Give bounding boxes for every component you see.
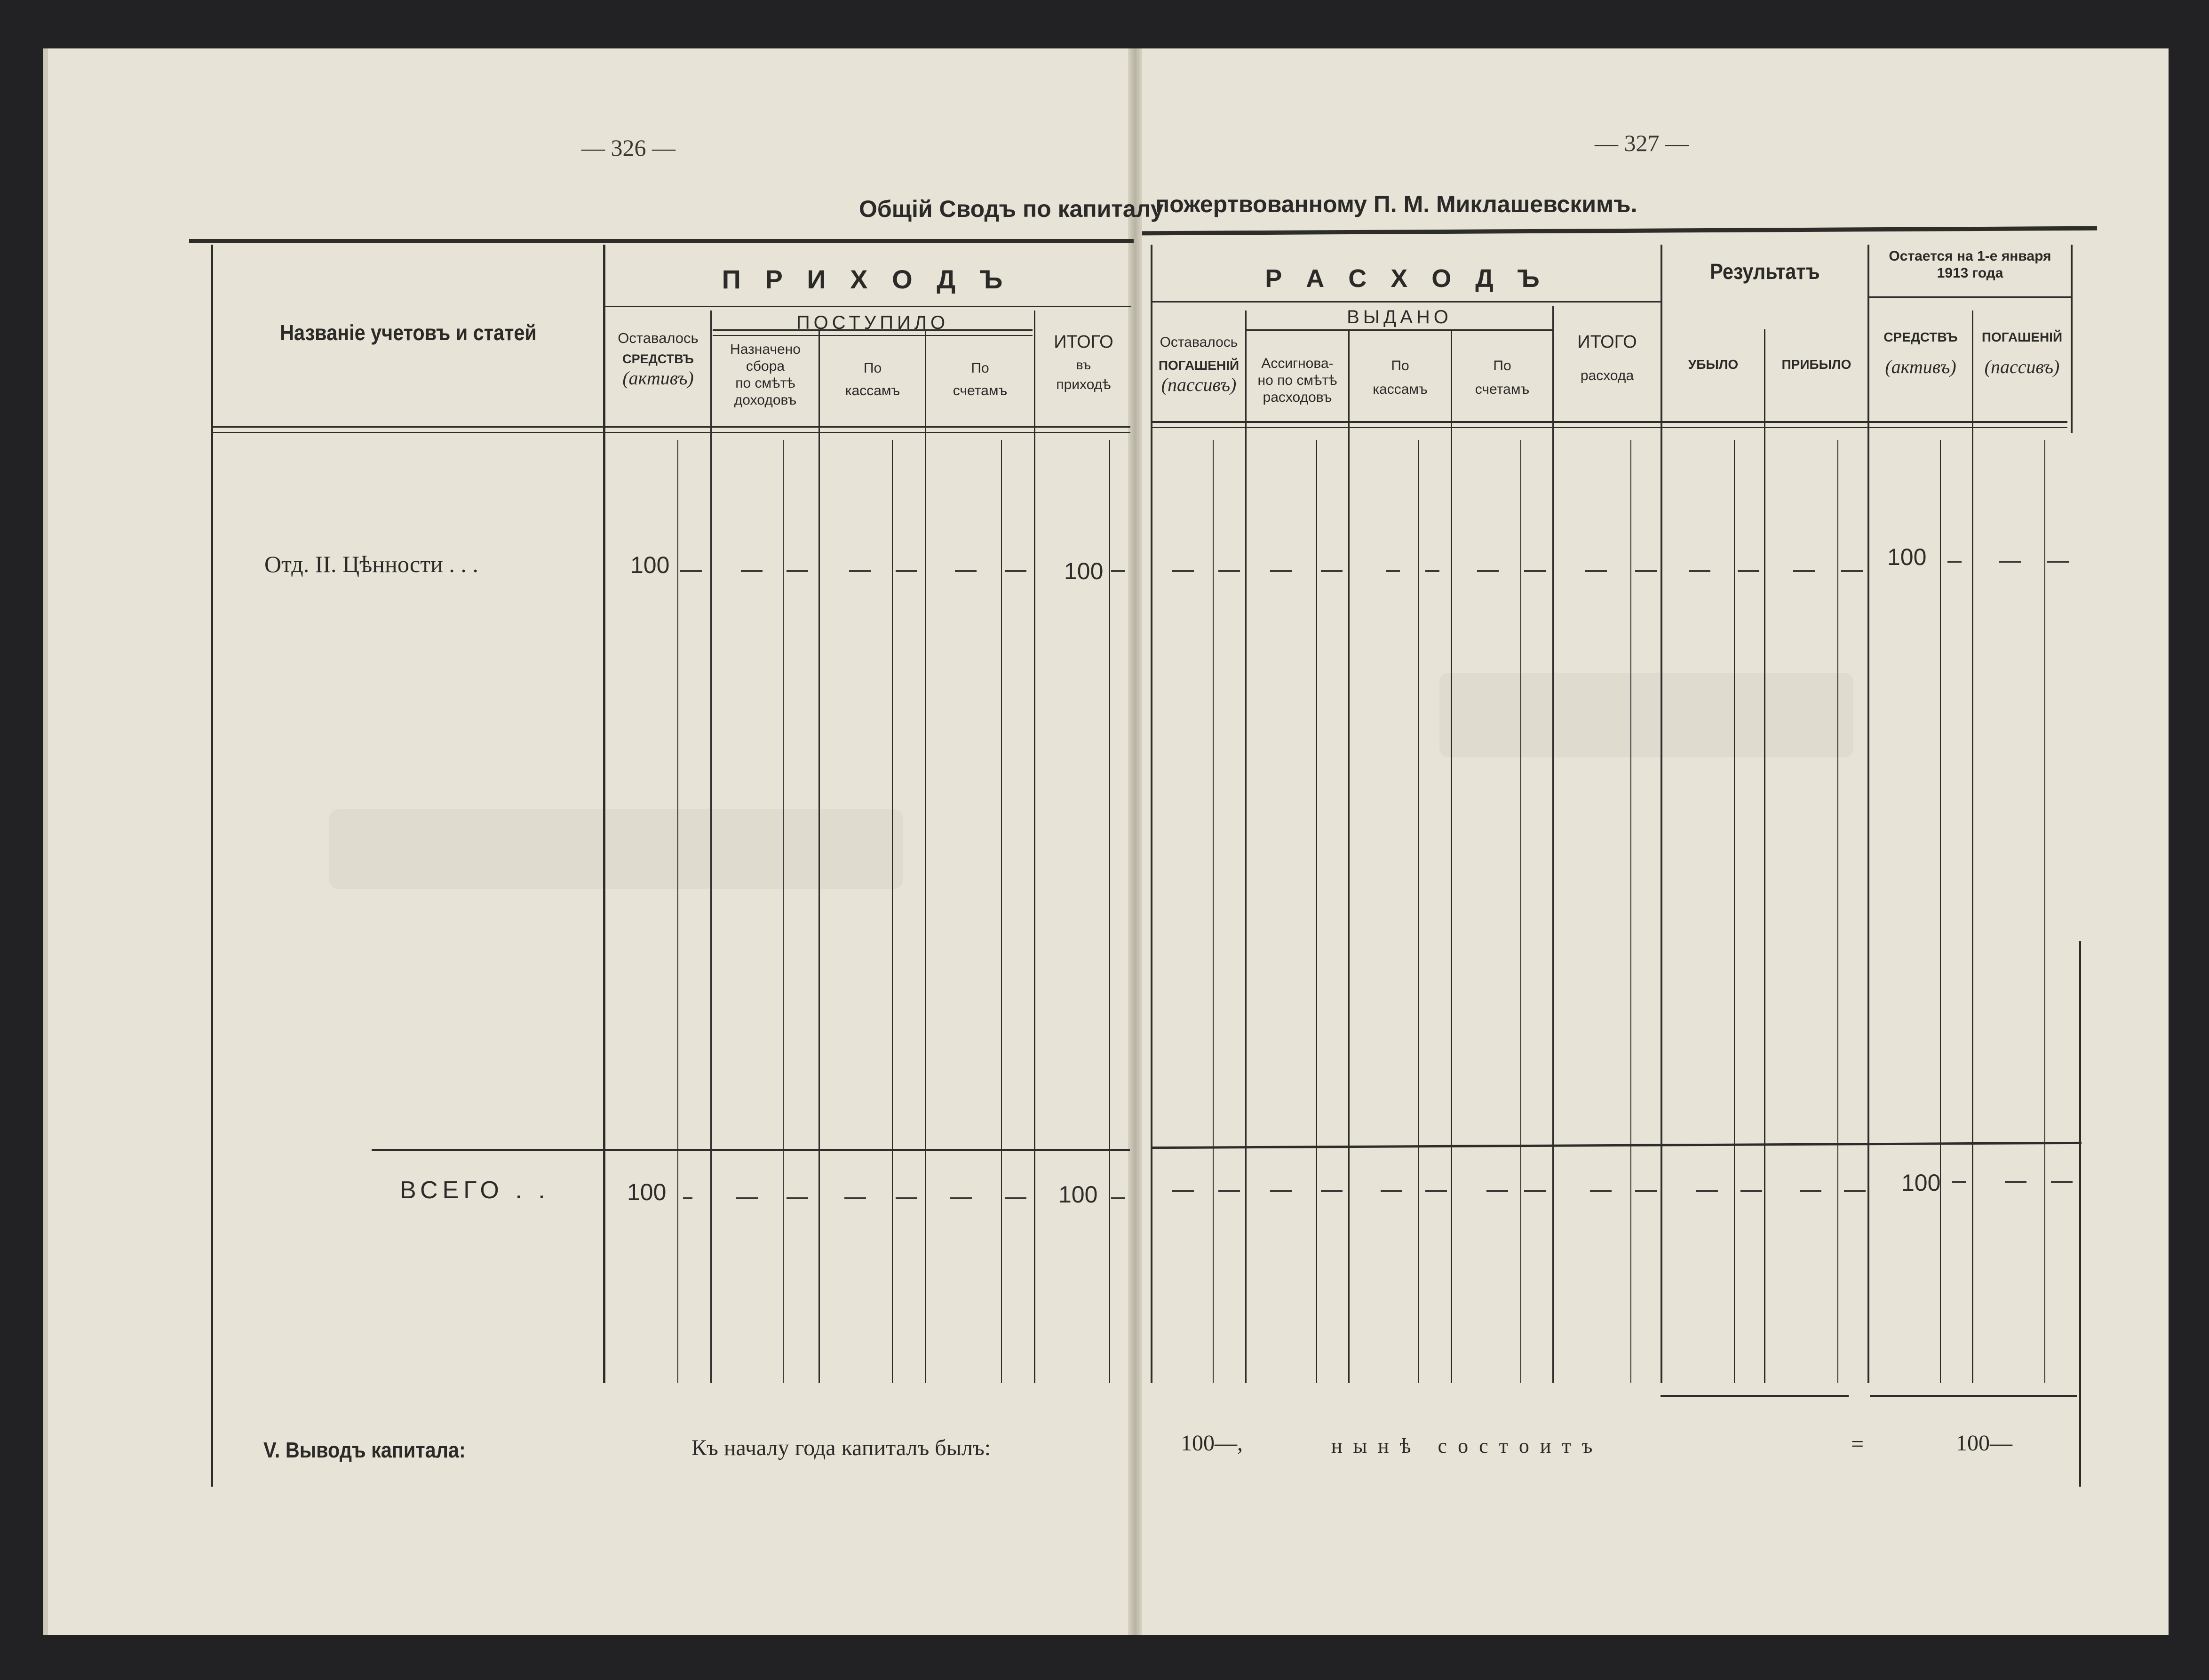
bracket-ostaetsya xyxy=(1870,1395,2077,1397)
cell-ostaetsya-aktiv-total: 100 xyxy=(1901,1170,1941,1196)
subline xyxy=(783,440,784,1383)
dash xyxy=(1172,1190,1194,1192)
divider-ostaetsya xyxy=(1867,245,1869,1383)
divider xyxy=(1348,329,1350,1383)
dash xyxy=(1841,570,1863,572)
header-text: Остается на 1-е января xyxy=(1889,248,2051,264)
footer-label: V. Выводъ капитала: xyxy=(263,1438,466,1462)
dash xyxy=(741,570,763,572)
header-prihod: П Р И Х О Д Ъ xyxy=(722,264,1011,294)
border-right-lower xyxy=(2079,941,2081,1487)
divider-col1 xyxy=(710,311,712,1383)
dash xyxy=(1947,561,1962,563)
dash xyxy=(680,570,702,572)
header-po-schetam xyxy=(926,360,1034,399)
header-ostaetsya xyxy=(1869,248,2071,282)
subline xyxy=(1734,440,1735,1383)
header-bottom-rule-2 xyxy=(1152,427,2067,428)
header-postupilo: ПОСТУПИЛО xyxy=(796,312,949,333)
header-text: По xyxy=(1493,358,1511,374)
border-left xyxy=(211,245,213,1487)
header-rashod: Р А С Х О Д Ъ xyxy=(1265,264,1548,293)
header-rezultat: Результатъ xyxy=(1710,259,1820,284)
header-assignovano xyxy=(1247,355,1348,406)
header-text: по смѣтѣ xyxy=(735,375,795,391)
dash xyxy=(1952,1181,1966,1183)
header-text: (пассивъ) xyxy=(1984,356,2060,377)
header-text: По xyxy=(971,360,989,376)
dash xyxy=(1218,570,1240,572)
dash xyxy=(896,570,917,572)
divider-col2 xyxy=(818,329,820,1383)
header-sredstv xyxy=(1869,329,1972,378)
header-bottom-rule xyxy=(1152,421,2067,423)
header-text: ИТОГО xyxy=(1054,332,1113,352)
cell-aktiv-total: 100 xyxy=(627,1179,667,1205)
dash xyxy=(1321,1190,1343,1192)
subline xyxy=(1316,440,1317,1383)
header-text: По xyxy=(863,360,882,376)
footer-start-value: 100—, xyxy=(1181,1431,1243,1456)
header-text: счетамъ xyxy=(1475,382,1530,397)
dash xyxy=(736,1197,758,1199)
cell-aktiv: 100 xyxy=(630,552,670,578)
dash xyxy=(1321,570,1343,572)
header-text: (активъ) xyxy=(622,367,694,389)
dash xyxy=(1381,1190,1402,1192)
border-right-left xyxy=(1151,245,1152,1383)
header-text: сбора xyxy=(746,358,785,374)
divider xyxy=(1764,329,1765,1383)
header-naznacheno xyxy=(712,341,819,409)
dash xyxy=(1793,570,1815,572)
header-text: расхода xyxy=(1580,367,1634,383)
dash xyxy=(1590,1190,1612,1192)
dash xyxy=(1738,570,1759,572)
total-rule-left xyxy=(372,1149,1130,1151)
dash xyxy=(1218,1190,1240,1192)
hline xyxy=(1247,329,1552,331)
hline xyxy=(1152,301,1661,303)
header-text: СРЕДСТВЪ xyxy=(1883,330,1958,344)
header-text: Назначено xyxy=(730,342,801,357)
header-text: СРЕДСТВЪ xyxy=(622,352,694,366)
header-text: кассамъ xyxy=(1373,382,1428,397)
header-text: По xyxy=(1391,358,1409,374)
header-text: ПОГАШЕНІЙ xyxy=(1158,358,1240,373)
header-itogo-prihod xyxy=(1035,332,1132,393)
dash xyxy=(1740,1190,1762,1192)
dash xyxy=(1425,570,1439,572)
subline xyxy=(1001,440,1002,1383)
subline xyxy=(1213,440,1214,1383)
header-text: счетамъ xyxy=(953,383,1008,398)
cell-itogo-prihod-total: 100 xyxy=(1058,1181,1098,1208)
header-text: Ассигнова- xyxy=(1261,356,1334,371)
header-text: Оставалось xyxy=(1160,334,1238,350)
divider xyxy=(1552,306,1554,1383)
dash xyxy=(1111,1197,1125,1199)
page-number-right: — 327 — xyxy=(1595,130,1689,156)
hline xyxy=(1869,296,2072,298)
header-text: кассамъ xyxy=(845,383,900,398)
subline xyxy=(677,440,678,1383)
cell-itogo-prihod: 100 xyxy=(1064,558,1104,584)
divider-name-col xyxy=(603,245,605,1383)
header-text: ПОГАШЕНІЙ xyxy=(1981,330,2063,344)
footer-eq: = xyxy=(1851,1432,1864,1457)
header-name-col: Названіе учетовъ и статей xyxy=(280,320,537,345)
subline xyxy=(2044,440,2045,1383)
dash xyxy=(2005,1181,2026,1183)
title-left: Общій Сводъ по капиталу xyxy=(859,196,1164,222)
dash xyxy=(1386,570,1400,572)
dash xyxy=(1486,1190,1508,1192)
dash xyxy=(1635,1190,1657,1192)
dash xyxy=(1005,1197,1026,1199)
dash xyxy=(2047,561,2069,563)
page-number-left: — 326 — xyxy=(581,135,675,161)
dash xyxy=(787,570,808,572)
header-text: доходовъ xyxy=(734,392,797,408)
bracket-rezultat xyxy=(1661,1395,1849,1397)
dash xyxy=(844,1197,866,1199)
subline xyxy=(1940,440,1941,1383)
footer-now-value: 100— xyxy=(1956,1431,2012,1456)
divider-col3 xyxy=(925,329,926,1383)
header-text: Оставалось xyxy=(618,330,699,346)
header-text: въ xyxy=(1076,357,1091,372)
dash xyxy=(1844,1190,1866,1192)
book-gutter xyxy=(1128,48,1142,1635)
divider xyxy=(1451,329,1452,1383)
top-rule-left xyxy=(189,239,1134,243)
header-po-kassam-rashod xyxy=(1350,358,1451,398)
dash xyxy=(2051,1181,2073,1183)
divider xyxy=(1972,311,1973,1383)
cell-ostaetsya-aktiv: 100 xyxy=(1887,544,1927,570)
dash xyxy=(896,1197,917,1199)
header-text: приходѣ xyxy=(1056,377,1111,393)
header-text: но по смѣтѣ xyxy=(1257,373,1337,388)
header-bottom-rule-2 xyxy=(213,432,1130,433)
header-ubylo: УБЫЛО xyxy=(1688,357,1739,372)
subline xyxy=(1109,440,1110,1383)
dash xyxy=(1425,1190,1447,1192)
header-bottom-rule xyxy=(213,426,1130,428)
dash xyxy=(849,570,871,572)
dash xyxy=(1111,570,1125,572)
subline xyxy=(1630,440,1631,1383)
header-pogasheniy xyxy=(1973,329,2071,378)
dash xyxy=(1800,1190,1821,1192)
header-itogo-rashod xyxy=(1554,332,1661,384)
divider-rezultat xyxy=(1661,245,1662,1383)
dash xyxy=(1172,570,1194,572)
dash xyxy=(683,1197,692,1199)
show-through-left xyxy=(329,809,903,889)
dash xyxy=(1635,570,1657,572)
divider-col4 xyxy=(1034,311,1035,1383)
header-text: расходовъ xyxy=(1263,390,1332,405)
header-po-schetam-rashod xyxy=(1452,358,1552,398)
header-ostavalos-passiv xyxy=(1152,334,1245,396)
header-text: ИТОГО xyxy=(1577,332,1637,352)
dash xyxy=(787,1197,808,1199)
dash xyxy=(1585,570,1607,572)
dash xyxy=(1524,570,1546,572)
header-ostavalos-aktiv xyxy=(606,329,710,390)
subline xyxy=(1837,440,1838,1383)
dash xyxy=(1524,1190,1546,1192)
dash xyxy=(955,570,977,572)
footer-start: Къ началу года капиталъ былъ: xyxy=(691,1435,991,1460)
border-right-header xyxy=(2071,245,2073,433)
dash xyxy=(1005,570,1026,572)
divider xyxy=(1245,311,1247,1383)
dash xyxy=(1999,561,2021,563)
subline xyxy=(1418,440,1419,1383)
row-label-cennosti: Отд. II. Цѣнности . . . xyxy=(264,551,478,577)
header-vydano: ВЫДАНО xyxy=(1347,307,1452,327)
show-through-right xyxy=(1439,673,1853,757)
subline xyxy=(1520,440,1521,1383)
header-po-kassam xyxy=(820,360,925,399)
hline xyxy=(605,306,1131,307)
header-text: 1913 года xyxy=(1937,265,2003,281)
subline xyxy=(892,440,893,1383)
dash xyxy=(950,1197,972,1199)
dash xyxy=(1270,1190,1292,1192)
hline xyxy=(713,335,1033,336)
dash xyxy=(1696,1190,1718,1192)
footer-now: н ы н ѣ с о с т о и т ъ xyxy=(1331,1434,1596,1457)
dash xyxy=(1689,570,1710,572)
title-right: пожертвованному П. М. Миклашевскимъ. xyxy=(1155,191,1637,217)
header-text: (пассивъ) xyxy=(1161,374,1237,395)
header-pribylo: ПРИБЫЛО xyxy=(1781,357,1851,372)
dash xyxy=(1477,570,1499,572)
header-text: (активъ) xyxy=(1885,356,1956,377)
row-label-vsego: ВСЕГО . . xyxy=(400,1177,550,1204)
dash xyxy=(1270,570,1292,572)
